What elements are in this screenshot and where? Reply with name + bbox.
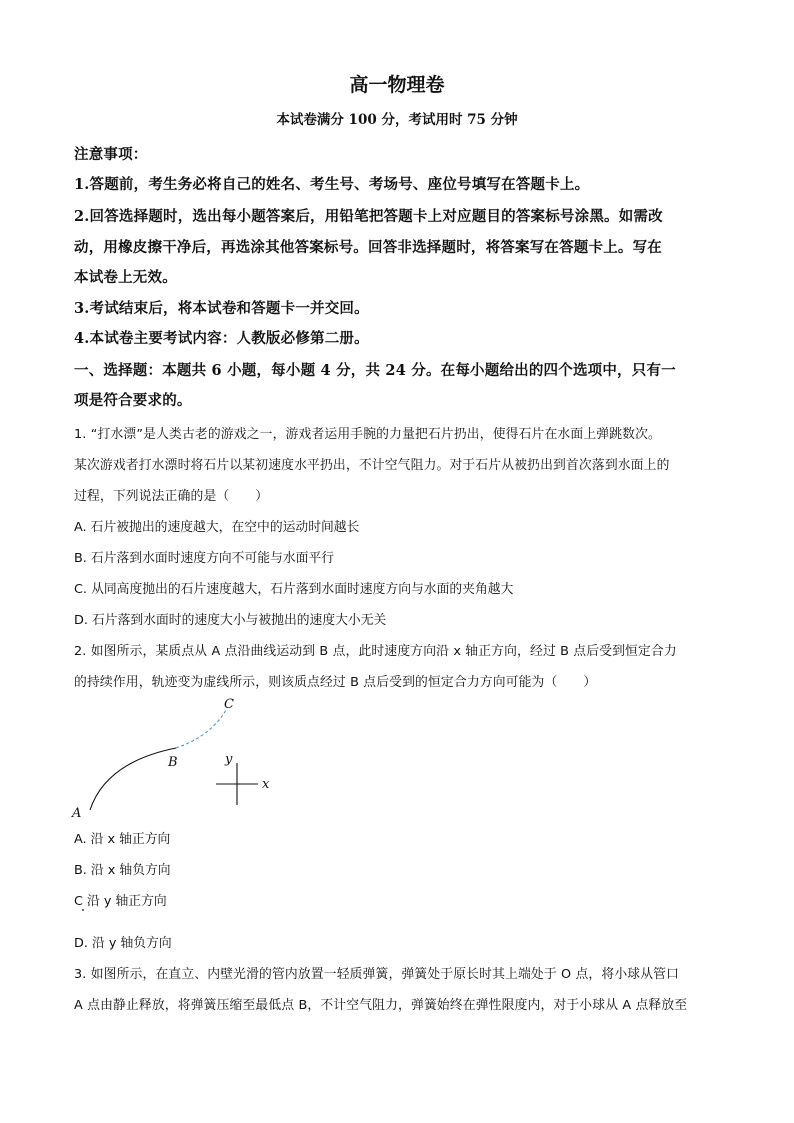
label-b: B [168, 755, 178, 770]
exam-subtitle: 本试卷满分 100 分，考试用时 75 分钟 [276, 112, 518, 128]
section-heading: 一、选择题：本题共 6 小题，每小题 4 分，共 24 分。在每小题给出的四个选项中，只有一 [74, 362, 676, 379]
notice-heading: 注意事项： [74, 146, 148, 163]
section-heading-cont: 项是符合要求的。 [74, 392, 192, 409]
notice-item-3: 3.考试结束后，将本试卷和答题卡一并交回。 [74, 300, 369, 317]
q1-option-d: D. 石片落到水面时的速度大小与被抛出的速度大小无关 [74, 613, 387, 628]
q1-option-a: A. 石片被抛出的速度越大，在空中的运动时间越长 [74, 520, 360, 535]
q1-option-c: C. 从同高度抛出的石片速度越大，石片落到水面时速度方向与水面的夹角越大 [74, 582, 514, 597]
q1-stem-line-3: 过程，下列说法正确的是（ ） [74, 489, 269, 504]
q2-option-b: B. 沿 x 轴负方向 [74, 863, 171, 878]
notice-item-2-cont2: 本试卷上无效。 [74, 269, 177, 286]
notice-item-1: 1.答题前，考生务必将自己的姓名、考生号、考场号、座位号填写在答题卡上。 [74, 176, 590, 193]
q2-figure [66, 692, 296, 822]
q2-option-d: D. 沿 y 轴负方向 [74, 936, 172, 951]
notice-item-4: 4.本试卷主要考试内容：人教版必修第二册。 [74, 330, 369, 347]
label-c: C [224, 697, 234, 712]
stray-dot [82, 909, 84, 911]
q1-stem-line-2: 某次游戏者打水漂时将石片以某初速度水平扔出，不计空气阻力。对于石片从被扔出到首次落到水面上的 [74, 458, 670, 473]
q2-option-c: C 沿 y 轴正方向 [74, 894, 167, 909]
q3-stem-line-2: A 点由静止释放，将弹簧压缩至最低点 B，不计空气阻力，弹簧始终在弹性限度内，对于小球从 A 点释放至 [74, 998, 688, 1013]
label-a: A [72, 806, 82, 821]
q1-stem-line-1: 1. “打水漂”是人类古老的游戏之一，游戏者运用手腕的力量把石片扔出，使得石片在水面上弹跳数次。 [74, 427, 662, 442]
solid-trajectory [90, 748, 176, 810]
q2-stem-line-1: 2. 如图所示，某质点从 A 点沿曲线运动到 B 点，此时速度方向沿 x 轴正方向，经过 B 点后受到恒定合力 [74, 644, 677, 659]
page-title: 高一物理卷 [349, 74, 445, 96]
notice-item-2-cont1: 动，用橡皮擦干净后，再选涂其他答案标号。回答非选择题时，将答案写在答题卡上。写在 [74, 239, 662, 256]
label-y: y [225, 752, 233, 767]
dashed-trajectory [176, 710, 226, 748]
q2-stem-line-2: 的持续作用，轨迹变为虚线所示，则该质点经过 B 点后受到的恒定合力方向可能为（ ） [74, 675, 597, 690]
label-x: x [262, 777, 270, 792]
q2-option-a: A. 沿 x 轴正方向 [74, 832, 171, 847]
notice-item-2: 2.回答选择题时，选出每小题答案后，用铅笔把答题卡上对应题目的答案标号涂黑。如需改 [74, 208, 663, 225]
trajectory-diagram [66, 692, 296, 822]
q3-stem-line-1: 3. 如图所示，在直立、内壁光滑的管内放置一轻质弹簧，弹簧处于原长时其上端处于 O 点，将小球从管口 [74, 967, 680, 982]
q1-option-b: B. 石片落到水面时速度方向不可能与水面平行 [74, 551, 335, 566]
